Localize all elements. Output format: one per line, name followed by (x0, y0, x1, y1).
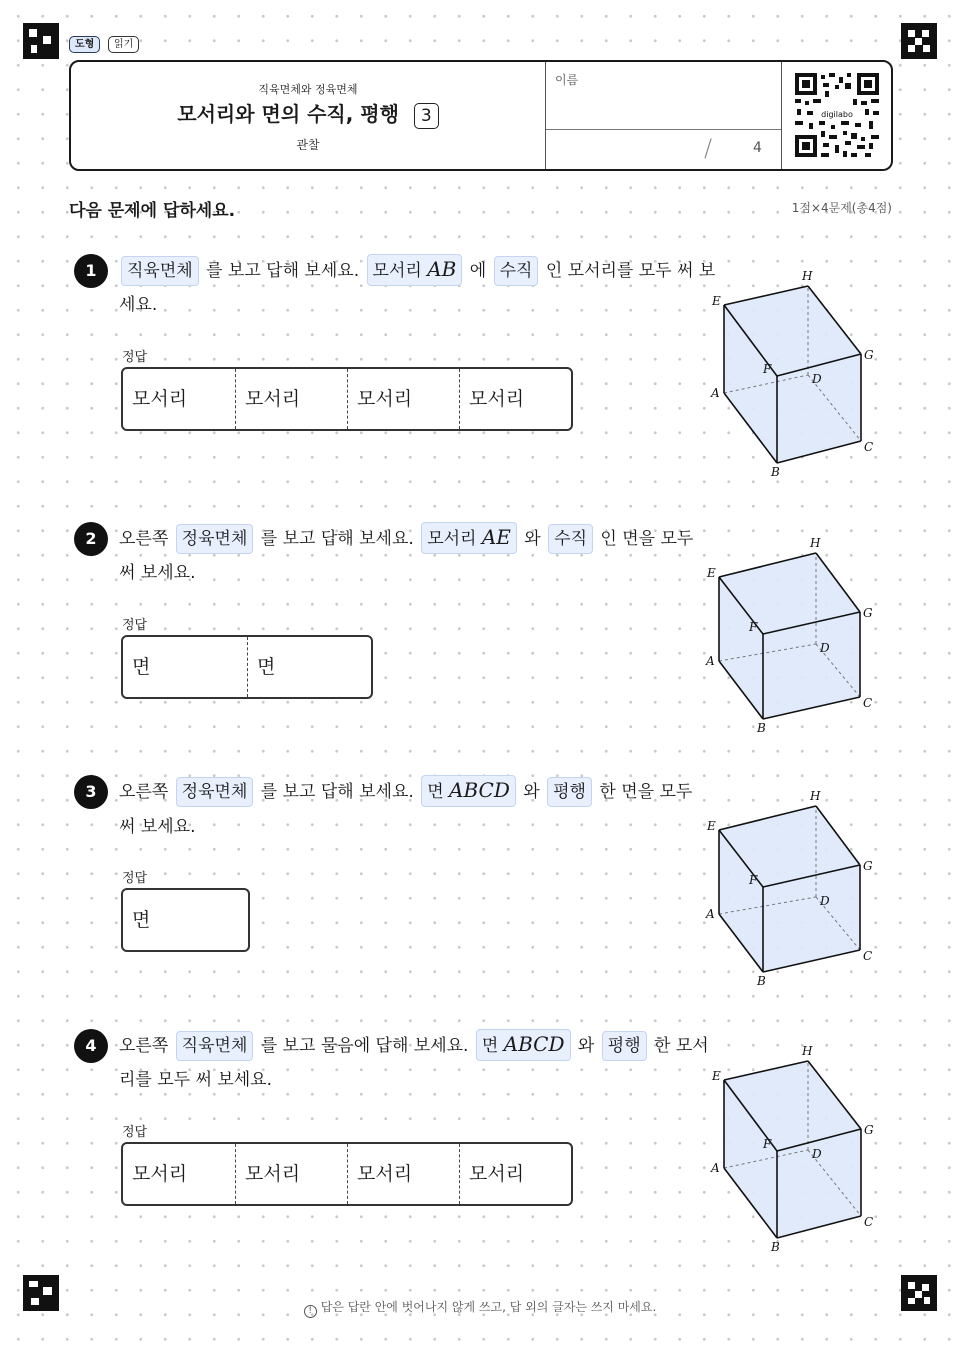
question-text (119, 254, 715, 287)
question-fragment: 를 보고 답해 보세요. (255, 529, 420, 549)
header-title-row (71, 98, 545, 129)
term-text: 직육면체 (127, 261, 193, 281)
term-text: 모서리 (372, 261, 428, 281)
question-fragment: 오른쪽 (119, 782, 174, 802)
term-text: 면 (481, 1036, 504, 1056)
vertex-label-G: G (864, 1123, 874, 1137)
vertex-label-A: A (706, 907, 715, 921)
question-fragment: 에 (464, 261, 492, 281)
question-fragment: 인 모서리를 모두 써 보 (540, 261, 716, 281)
highlighted-term (176, 524, 254, 554)
score-field[interactable] (546, 130, 782, 169)
tag-reading: 읽기 (108, 36, 139, 53)
question-fragment: 인 면을 모두 (595, 529, 694, 549)
vertex-label-B: B (771, 1240, 780, 1254)
score-total: 4 (753, 140, 762, 156)
vertex-label-H: H (810, 789, 821, 803)
question-number: 3 (74, 775, 108, 809)
answer-cell[interactable]: 면 (132, 909, 151, 931)
question-fragment: 를 보고 답해 보세요. (255, 782, 420, 802)
worksheet-header (69, 60, 893, 171)
term-text: 수직 (554, 529, 587, 549)
answer-cell[interactable]: 모서리 (132, 388, 188, 410)
question-text-cont: 세요. (119, 295, 158, 315)
answer-label: 정답 (122, 350, 148, 365)
corner-marker-top-right (901, 23, 937, 59)
qr-box (781, 62, 892, 169)
header-category: 관찰 (296, 138, 320, 152)
answer-label: 정답 (122, 871, 148, 886)
highlighted-term (421, 522, 517, 554)
question-fragment: 를 보고 답해 보세요. (200, 261, 365, 281)
math-label: ABCD (503, 1032, 565, 1056)
box-fill (724, 286, 861, 463)
question-text-cont: 리를 모두 써 보세요. (119, 1070, 272, 1090)
cuboid-figure-4 (700, 1037, 900, 1267)
term-text: 평행 (553, 782, 586, 802)
highlighted-term (176, 777, 254, 807)
vertex-label-H: H (802, 1044, 813, 1058)
question-text (119, 1029, 709, 1062)
instructions: 다음 문제에 답하세요. (69, 201, 236, 221)
info-icon: ! (304, 1305, 317, 1318)
answer-cell[interactable]: 면 (247, 637, 371, 697)
term-text: 정육면체 (181, 529, 248, 549)
question-fragment: 한 면을 모두 (593, 782, 693, 802)
box-fill (719, 806, 860, 972)
answer-cell[interactable]: 모서리 (347, 369, 459, 429)
term-text: 모서리 (427, 529, 482, 549)
name-label: 이름 (555, 73, 579, 87)
footer-text: 답은 답란 안에 벗어나지 않게 쓰고, 답 외의 글자는 쓰지 마세요. (320, 1300, 657, 1314)
vertex-label-F: F (763, 362, 772, 376)
qr-code-icon (795, 73, 879, 157)
answer-cell[interactable]: 모서리 (347, 1144, 459, 1204)
tag-shape: 도형 (69, 36, 100, 53)
vertex-label-A: A (711, 1161, 720, 1175)
page-title: 모서리와 면의 수직, 평행 (177, 102, 399, 126)
question-fragment: 오른쪽 (119, 529, 174, 549)
score-info: 1점×4문제(총4점) (791, 201, 892, 215)
corner-marker-top-left (23, 23, 59, 59)
vertex-label-G: G (863, 606, 873, 620)
vertex-label-E: E (712, 1069, 721, 1083)
answer-cell[interactable]: 모서리 (235, 369, 347, 429)
highlighted-term (547, 777, 592, 807)
term-text: 면 (427, 782, 450, 802)
answer-box[interactable] (121, 367, 573, 431)
vertex-label-D: D (820, 894, 830, 908)
answer-cell[interactable]: 면 (132, 656, 151, 678)
vertex-label-B: B (757, 974, 766, 985)
term-text: 수직 (499, 261, 533, 281)
vertex-label-A: A (711, 386, 720, 400)
question-text (119, 522, 693, 555)
highlighted-term (494, 256, 539, 286)
math-label: ABCD (449, 778, 510, 802)
vertex-label-D: D (812, 372, 822, 386)
vertex-label-G: G (864, 348, 874, 362)
vertex-label-F: F (749, 873, 758, 887)
question-fragment: 오른쪽 (119, 1036, 174, 1056)
highlighted-term (548, 524, 593, 554)
answer-cell[interactable]: 모서리 (459, 1144, 571, 1204)
question-text-cont: 써 보세요. (119, 817, 196, 837)
answer-box[interactable] (121, 888, 250, 952)
question-fragment: 와 (517, 782, 546, 802)
term-text: 직육면체 (181, 1036, 248, 1056)
vertex-label-C: C (864, 440, 874, 454)
vertex-label-E: E (712, 294, 721, 308)
box-fill (724, 1061, 861, 1238)
answer-box[interactable] (121, 1142, 573, 1206)
vertex-label-F: F (749, 620, 758, 634)
header-subtitle: 직육면체와 정육면체 (258, 83, 358, 96)
vertex-label-B: B (771, 465, 780, 479)
highlighted-term (367, 254, 463, 286)
vertex-label-D: D (820, 641, 830, 655)
answer-cell[interactable]: 모서리 (235, 1144, 347, 1204)
question-fragment: 와 (518, 529, 547, 549)
question-text (119, 775, 692, 808)
question-text-cont: 써 보세요. (119, 563, 196, 583)
answer-cell[interactable]: 모서리 (132, 1163, 188, 1185)
name-field[interactable] (546, 62, 782, 130)
answer-box[interactable] (121, 635, 373, 699)
vertex-label-H: H (810, 536, 821, 550)
vertex-label-G: G (863, 859, 873, 873)
question-number: 4 (74, 1029, 108, 1063)
vertex-label-F: F (763, 1137, 772, 1151)
answer-cell[interactable]: 모서리 (459, 369, 571, 429)
cube-figure-2 (700, 532, 900, 732)
math-label: AE (481, 525, 511, 549)
term-text: 정육면체 (181, 782, 248, 802)
highlighted-term (176, 1031, 254, 1061)
term-text: 평행 (607, 1036, 641, 1056)
highlighted-term (602, 1031, 647, 1061)
highlighted-term (476, 1029, 571, 1061)
footer-note (0, 1298, 960, 1318)
qr-label: digilabo (821, 110, 853, 119)
name-box (545, 62, 782, 169)
math-label: AB (427, 257, 457, 281)
vertex-label-C: C (863, 696, 873, 710)
question-number: 1 (74, 254, 108, 288)
vertex-label-E: E (707, 566, 716, 580)
vertex-label-E: E (707, 819, 716, 833)
vertex-label-C: C (863, 949, 873, 963)
vertex-label-D: D (812, 1147, 822, 1161)
answer-label: 정답 (122, 1125, 148, 1140)
box-fill (719, 553, 860, 719)
vertex-label-A: A (706, 654, 715, 668)
question-fragment: 와 (572, 1036, 600, 1056)
answer-label: 정답 (122, 618, 148, 633)
cuboid-figure-1 (700, 262, 900, 492)
highlighted-term (421, 775, 516, 807)
vertex-label-B: B (757, 721, 766, 732)
question-fragment: 한 모서 (648, 1036, 709, 1056)
highlighted-term (121, 256, 199, 286)
question-fragment: 를 보고 물음에 답해 보세요. (255, 1036, 474, 1056)
vertex-label-C: C (864, 1215, 874, 1229)
cube-figure-3 (700, 785, 900, 985)
score-slash: / (704, 134, 713, 162)
vertex-label-H: H (802, 269, 813, 283)
level-badge: 3 (414, 103, 439, 129)
question-number: 2 (74, 522, 108, 556)
